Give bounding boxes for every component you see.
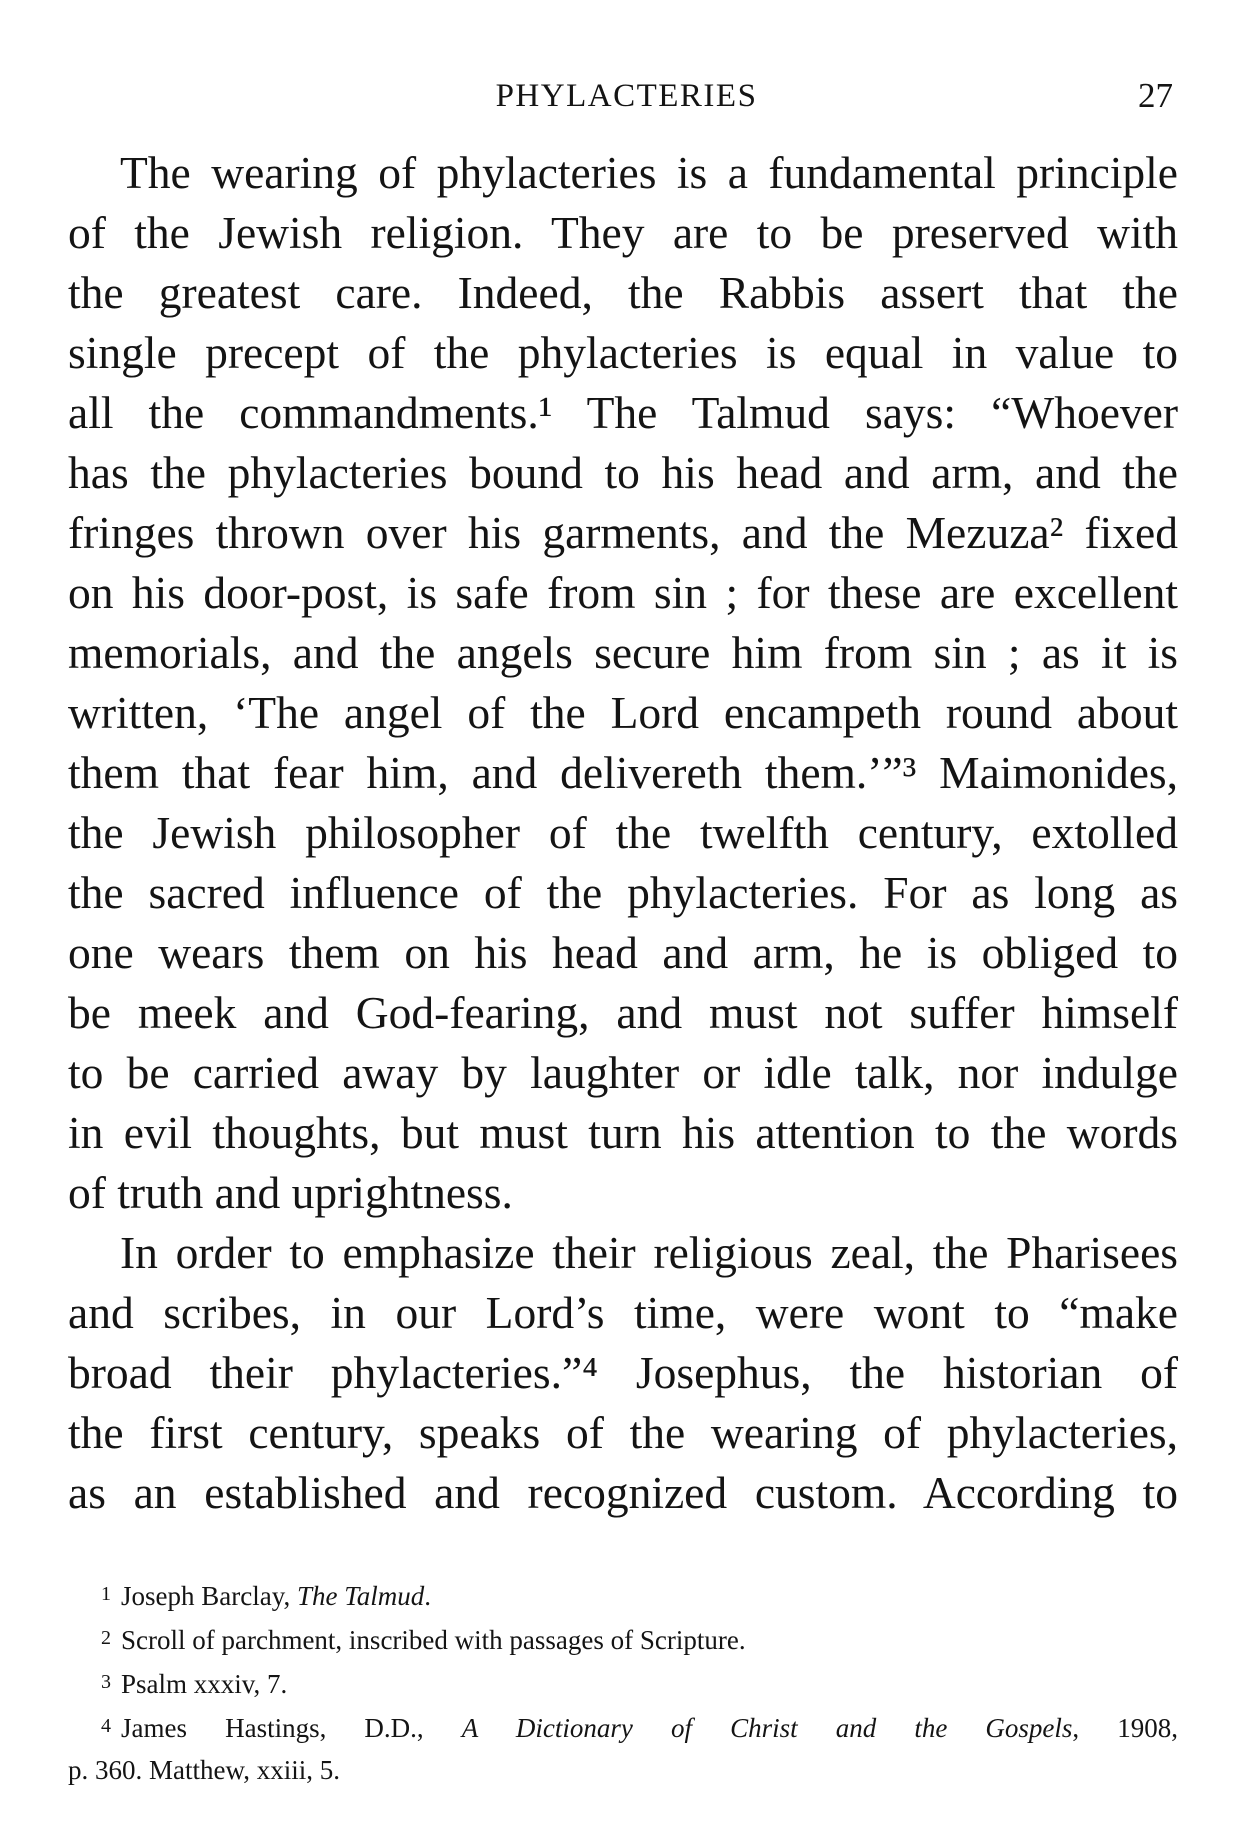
footnote-3 bbox=[68, 1660, 1178, 1704]
footnote-end: . bbox=[424, 1581, 431, 1611]
footnote-text: Psalm xxxiv, 7. bbox=[121, 1669, 288, 1699]
text-line: broad their phylacteries.”⁴ Josephus, the historian of bbox=[68, 1347, 1178, 1398]
text-line: all the commandments.¹ The Talmud says: “Whoever bbox=[68, 387, 1178, 438]
footnote-1 bbox=[68, 1572, 1178, 1616]
text-line: and scribes, in our Lord’s time, were wont to “make bbox=[68, 1287, 1178, 1338]
footnote-author: Joseph Barclay, bbox=[121, 1581, 297, 1611]
text-line: fringes thrown over his garments, and the Mezuza² fixed bbox=[68, 507, 1178, 558]
text-line: as an established and recognized custom. According to bbox=[68, 1467, 1178, 1518]
text-line: In order to emphasize their religious zeal, the Pharisees bbox=[120, 1227, 1178, 1278]
footnotes bbox=[68, 1572, 1178, 1792]
text-line: in evil thoughts, but must turn his attention to the words bbox=[68, 1107, 1178, 1158]
text-line: memorials, and the angels secure him from sin ; as it is bbox=[68, 627, 1178, 678]
text-line: written, ‘The angel of the Lord encampeth round about bbox=[68, 687, 1178, 738]
text-line: on his door-post, is safe from sin ; for these are excellent bbox=[68, 567, 1178, 618]
footnote-number: 4 bbox=[101, 1715, 111, 1737]
text-line: to be carried away by laughter or idle talk, nor indulge bbox=[68, 1047, 1178, 1098]
text-line: the sacred influence of the phylacteries. For as long as bbox=[68, 867, 1178, 918]
body-text bbox=[68, 143, 1178, 1523]
footnote-number: 1 bbox=[101, 1583, 111, 1605]
footnote-title: The Talmud bbox=[296, 1581, 425, 1611]
footnote-title: A Dictionary of Christ and the Gospels bbox=[461, 1713, 1073, 1743]
text-line: one wears them on his head and arm, he is obliged to bbox=[68, 927, 1178, 978]
footnote-4-continuation: p. 360. Matthew, xxiii, 5. bbox=[68, 1755, 340, 1785]
footnote-author: James Hastings, D.D., bbox=[121, 1713, 462, 1743]
text-line: the Jewish philosopher of the twelfth century, extolled bbox=[68, 807, 1178, 858]
text-line: them that fear him, and delivereth them.’”³ Maimonides, bbox=[68, 747, 1178, 798]
text-line: the greatest care. Indeed, the Rabbis assert that the bbox=[68, 267, 1178, 318]
text-line: the first century, speaks of the wearing of phylacteries, bbox=[68, 1407, 1178, 1458]
footnote-2 bbox=[68, 1616, 1178, 1660]
running-head bbox=[0, 72, 1253, 120]
footnote-text: Scroll of parchment, inscribed with passages of Scripture. bbox=[121, 1625, 746, 1655]
text-line: be meek and God-fearing, and must not suffer himself bbox=[68, 987, 1178, 1038]
footnote-rest: , 1908, bbox=[1072, 1713, 1179, 1743]
running-title: PHYLACTERIES bbox=[495, 78, 758, 114]
text-line: of truth and uprightness. bbox=[68, 1167, 513, 1218]
page-number: 27 bbox=[1138, 76, 1173, 115]
footnote-number: 3 bbox=[101, 1671, 111, 1693]
text-line: has the phylacteries bound to his head and arm, and the bbox=[68, 447, 1178, 498]
footnote-number: 2 bbox=[101, 1627, 111, 1649]
text-line: single precept of the phylacteries is equal in value to bbox=[68, 327, 1178, 378]
text-line: of the Jewish religion. They are to be preserved with bbox=[68, 207, 1178, 258]
footnote-4 bbox=[68, 1704, 1178, 1748]
text-line: The wearing of phylacteries is a fundamental principle bbox=[120, 147, 1178, 198]
